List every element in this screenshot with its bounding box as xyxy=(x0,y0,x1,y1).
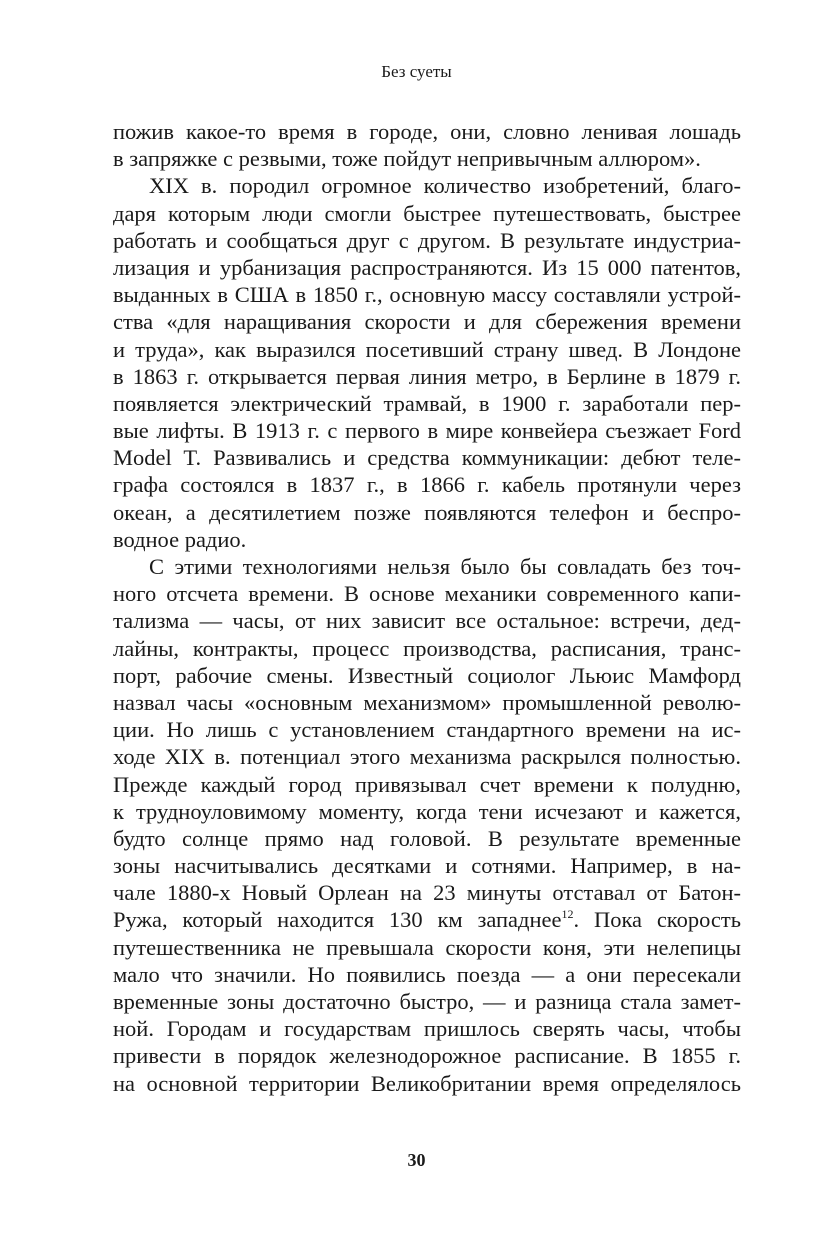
text-line: чале 1880-х Новый Орлеан на 23 минуты отставал от Батон- xyxy=(113,880,741,906)
text-line: С этими технологиями нельзя было бы совладать без точ- xyxy=(149,554,741,579)
text-line: ной. Городам и государствам пришлось сверять часы, чтобы xyxy=(113,1016,741,1042)
text-line: тализма — часы, от них зависит все остальное: встречи, дед- xyxy=(113,608,741,634)
page-number: 30 xyxy=(407,1150,426,1170)
text-line: даря которым люди смогли быстрее путешествовать, быстрее xyxy=(113,200,741,226)
text-line: графа состоялся в 1837 г., в 1866 г. кабель протянули через xyxy=(113,472,741,498)
text-line: вые лифты. В 1913 г. с первого в мире конвейера съезжает Ford xyxy=(113,418,741,444)
text-line: и труда», как выразился посетивший страну швед. В Лондоне xyxy=(113,336,741,362)
text-line: Прежде каждый город привязывал счет времени к полудню, xyxy=(113,771,741,797)
text-line: к трудноуловимому моменту, когда тени исчезают и кажется, xyxy=(113,798,741,824)
text-line: ходе XIX в. потенциал этого механизма раскрылся полностью. xyxy=(113,744,741,770)
text-line: в запряжке с резвыми, тоже пойдут непривычным аллюром». xyxy=(113,146,701,172)
text-line: океан, а десятилетием позже появляются телефон и беспро- xyxy=(113,499,741,525)
text-line: лизация и урбанизация распространяются. Из 15 000 патентов, xyxy=(113,254,741,280)
text-line: пожив какое-то время в городе, они, словно ленивая лошадь xyxy=(113,119,741,144)
text-line: мало что значили. Но появились поезда — а они пересекали xyxy=(113,961,741,987)
running-head: Без суеты xyxy=(381,62,452,81)
text-line: ного отсчета времени. В основе механики современного капи- xyxy=(113,581,741,607)
text-line: в 1863 г. открывается первая линия метро, в Берлине в 1879 г. xyxy=(113,363,741,389)
text-line: водное радио. xyxy=(113,526,247,552)
text-line: назвал часы «основным механизмом» промышленной револю- xyxy=(113,689,741,715)
text-line: зоны насчитывались десятками и сотнями. Например, в на- xyxy=(113,853,741,879)
text-line: будто солнце прямо над головой. В результате временные xyxy=(113,825,741,851)
text-line: Model T. Развивались и средства коммуникации: дебют теле- xyxy=(113,445,741,471)
text-line: появляется электрический трамвай, в 1900 г. заработали пер- xyxy=(113,390,741,416)
text-line: порт, рабочие смены. Известный социолог Льюис Мамфорд xyxy=(113,662,741,688)
text-line: на основной территории Великобритании время определялось xyxy=(113,1070,741,1096)
text-line: лайны, контракты, процесс производства, расписания, транс- xyxy=(113,635,741,661)
body-text xyxy=(113,118,741,1097)
text-line: XIX в. породил огромное количество изобретений, благо- xyxy=(149,173,741,199)
text-line: Ружа, который находится 130 км западнее$^{12}$. Пока скорость xyxy=(113,907,741,933)
text-line: ции. Но лишь с установлением стандартного времени на ис- xyxy=(113,717,741,743)
text-line: ства «для наращивания скорости и для сбережения времени xyxy=(113,309,741,335)
text-line: путешественника не превышала скорости коня, эти нелепицы xyxy=(113,934,741,960)
text-line: выданных в США в 1850 г., основную массу составляли устрой- xyxy=(113,282,741,308)
text-line: временные зоны достаточно быстро, — и разница стала замет- xyxy=(113,989,741,1014)
text-line: привести в порядок железнодорожное расписание. В 1855 г. xyxy=(113,1043,741,1069)
text-line: работать и сообщаться друг с другом. В результате индустриа- xyxy=(113,227,741,253)
footnote-ref[interactable]: 12 xyxy=(561,907,574,922)
